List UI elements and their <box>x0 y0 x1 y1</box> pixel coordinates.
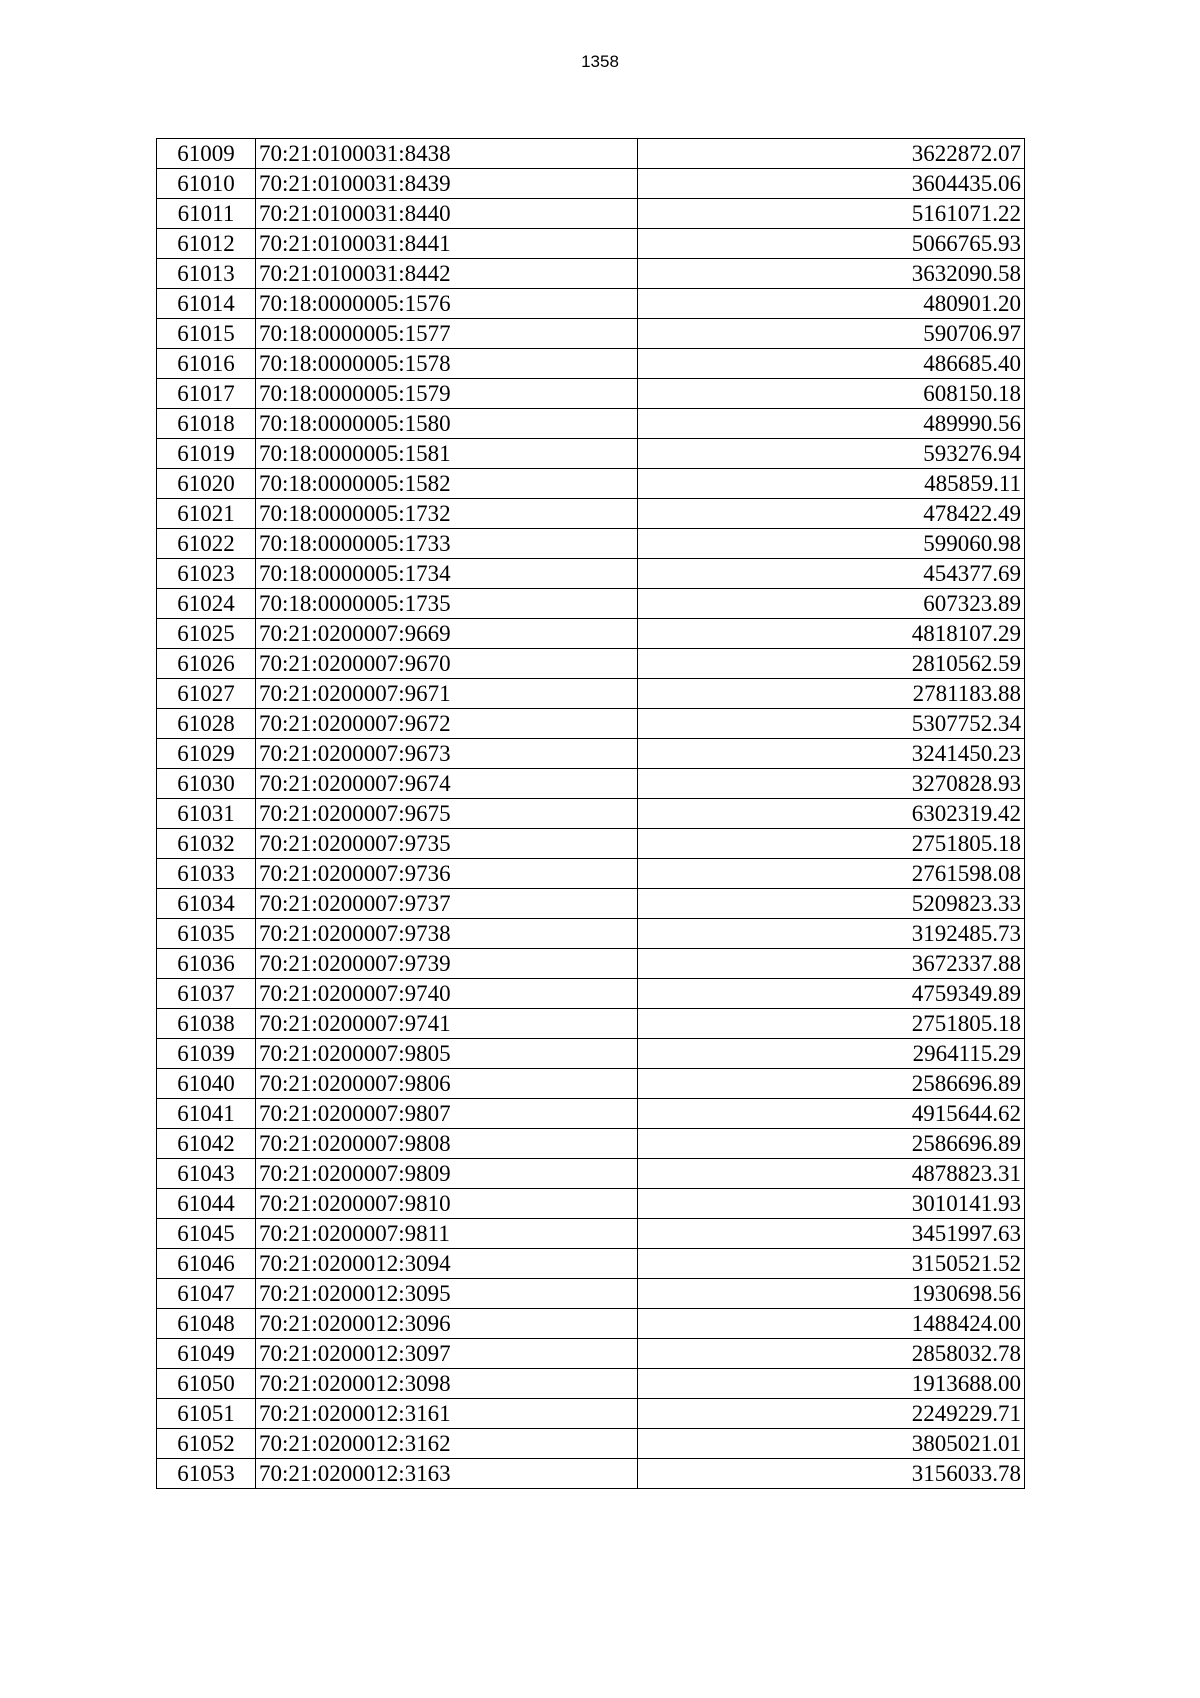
row-number-cell: 61049 <box>157 1339 256 1369</box>
cadastral-value-cell: 1913688.00 <box>638 1369 1025 1399</box>
cadastral-number-cell: 70:21:0200007:9805 <box>256 1039 638 1069</box>
cadastral-value-cell: 5066765.93 <box>638 229 1025 259</box>
table-row <box>157 799 1025 829</box>
table-row <box>157 289 1025 319</box>
row-number-cell: 61050 <box>157 1369 256 1399</box>
row-number-cell: 61020 <box>157 469 256 499</box>
table-row <box>157 559 1025 589</box>
cadastral-number-cell: 70:21:0200012:3096 <box>256 1309 638 1339</box>
cadastral-value-cell: 2858032.78 <box>638 1339 1025 1369</box>
row-number-cell: 61009 <box>157 139 256 169</box>
table-row <box>157 1009 1025 1039</box>
row-number-cell: 61014 <box>157 289 256 319</box>
row-number-cell: 61039 <box>157 1039 256 1069</box>
row-number-cell: 61043 <box>157 1159 256 1189</box>
cadastral-number-cell: 70:21:0200012:3094 <box>256 1249 638 1279</box>
table-row <box>157 679 1025 709</box>
table-row <box>157 649 1025 679</box>
table-row <box>157 1459 1025 1489</box>
row-number-cell: 61010 <box>157 169 256 199</box>
row-number-cell: 61017 <box>157 379 256 409</box>
table-row <box>157 829 1025 859</box>
cadastral-number-cell: 70:21:0100031:8441 <box>256 229 638 259</box>
row-number-cell: 61053 <box>157 1459 256 1489</box>
cadastral-number-cell: 70:21:0200007:9741 <box>256 1009 638 1039</box>
cadastral-number-cell: 70:21:0200012:3097 <box>256 1339 638 1369</box>
row-number-cell: 61042 <box>157 1129 256 1159</box>
row-number-cell: 61023 <box>157 559 256 589</box>
table-row <box>157 229 1025 259</box>
cadastral-value-cell: 608150.18 <box>638 379 1025 409</box>
table-row <box>157 1039 1025 1069</box>
row-number-cell: 61047 <box>157 1279 256 1309</box>
cadastral-number-cell: 70:18:0000005:1577 <box>256 319 638 349</box>
table-row <box>157 499 1025 529</box>
cadastral-number-cell: 70:21:0200007:9674 <box>256 769 638 799</box>
table-row <box>157 979 1025 1009</box>
cadastral-value-cell: 4759349.89 <box>638 979 1025 1009</box>
row-number-cell: 61033 <box>157 859 256 889</box>
cadastral-value-cell: 607323.89 <box>638 589 1025 619</box>
row-number-cell: 61038 <box>157 1009 256 1039</box>
row-number-cell: 61044 <box>157 1189 256 1219</box>
cadastral-value-cell: 593276.94 <box>638 439 1025 469</box>
cadastral-value-cell: 4818107.29 <box>638 619 1025 649</box>
table-body <box>157 139 1025 1489</box>
cadastral-value-cell: 478422.49 <box>638 499 1025 529</box>
cadastral-value-cell: 2586696.89 <box>638 1129 1025 1159</box>
cadastral-number-cell: 70:21:0200012:3162 <box>256 1429 638 1459</box>
cadastral-number-cell: 70:18:0000005:1733 <box>256 529 638 559</box>
cadastral-number-cell: 70:21:0200007:9669 <box>256 619 638 649</box>
cadastral-number-cell: 70:21:0100031:8438 <box>256 139 638 169</box>
row-number-cell: 61035 <box>157 919 256 949</box>
row-number-cell: 61013 <box>157 259 256 289</box>
cadastral-number-cell: 70:21:0200007:9808 <box>256 1129 638 1159</box>
row-number-cell: 61048 <box>157 1309 256 1339</box>
row-number-cell: 61012 <box>157 229 256 259</box>
cadastral-value-cell: 1488424.00 <box>638 1309 1025 1339</box>
cadastral-number-cell: 70:21:0200007:9673 <box>256 739 638 769</box>
table-row <box>157 1279 1025 1309</box>
cadastral-value-cell: 5209823.33 <box>638 889 1025 919</box>
cadastral-value-cell: 4878823.31 <box>638 1159 1025 1189</box>
cadastral-value-cell: 3150521.52 <box>638 1249 1025 1279</box>
cadastral-number-cell: 70:21:0200007:9675 <box>256 799 638 829</box>
table-row <box>157 1309 1025 1339</box>
table-row <box>157 529 1025 559</box>
cadastral-value-cell: 3156033.78 <box>638 1459 1025 1489</box>
cadastral-value-cell: 4915644.62 <box>638 1099 1025 1129</box>
cadastral-number-cell: 70:21:0200007:9736 <box>256 859 638 889</box>
table-row <box>157 199 1025 229</box>
cadastral-number-cell: 70:18:0000005:1734 <box>256 559 638 589</box>
table-row <box>157 589 1025 619</box>
row-number-cell: 61045 <box>157 1219 256 1249</box>
row-number-cell: 61032 <box>157 829 256 859</box>
table-row <box>157 709 1025 739</box>
cadastral-value-cell: 2761598.08 <box>638 859 1025 889</box>
table-row <box>157 739 1025 769</box>
cadastral-value-cell: 3632090.58 <box>638 259 1025 289</box>
row-number-cell: 61028 <box>157 709 256 739</box>
cadastral-number-cell: 70:21:0200007:9672 <box>256 709 638 739</box>
cadastral-value-cell: 590706.97 <box>638 319 1025 349</box>
table-row <box>157 1429 1025 1459</box>
table-row <box>157 139 1025 169</box>
row-number-cell: 61041 <box>157 1099 256 1129</box>
row-number-cell: 61030 <box>157 769 256 799</box>
table-row <box>157 1189 1025 1219</box>
row-number-cell: 61024 <box>157 589 256 619</box>
cadastral-number-cell: 70:21:0100031:8440 <box>256 199 638 229</box>
row-number-cell: 61022 <box>157 529 256 559</box>
table-row <box>157 469 1025 499</box>
row-number-cell: 61027 <box>157 679 256 709</box>
table-row <box>157 439 1025 469</box>
table-row <box>157 859 1025 889</box>
table-row <box>157 409 1025 439</box>
row-number-cell: 61031 <box>157 799 256 829</box>
cadastral-value-cell: 454377.69 <box>638 559 1025 589</box>
cadastral-value-cell: 2810562.59 <box>638 649 1025 679</box>
row-number-cell: 61034 <box>157 889 256 919</box>
cadastral-number-cell: 70:21:0200012:3098 <box>256 1369 638 1399</box>
cadastral-number-cell: 70:21:0200007:9807 <box>256 1099 638 1129</box>
table-row <box>157 1339 1025 1369</box>
cadastral-number-cell: 70:21:0200007:9671 <box>256 679 638 709</box>
cadastral-value-cell: 5307752.34 <box>638 709 1025 739</box>
cadastral-value-cell: 2781183.88 <box>638 679 1025 709</box>
table-row <box>157 349 1025 379</box>
table-row <box>157 169 1025 199</box>
cadastral-value-cell: 3805021.01 <box>638 1429 1025 1459</box>
row-number-cell: 61036 <box>157 949 256 979</box>
cadastral-number-cell: 70:21:0200007:9735 <box>256 829 638 859</box>
table-row <box>157 619 1025 649</box>
row-number-cell: 61011 <box>157 199 256 229</box>
cadastral-number-cell: 70:18:0000005:1582 <box>256 469 638 499</box>
cadastral-number-cell: 70:21:0200007:9737 <box>256 889 638 919</box>
table-row <box>157 1129 1025 1159</box>
table-row <box>157 1399 1025 1429</box>
cadastral-value-cell: 3622872.07 <box>638 139 1025 169</box>
row-number-cell: 61029 <box>157 739 256 769</box>
cadastral-number-cell: 70:18:0000005:1576 <box>256 289 638 319</box>
cadastral-value-cell: 480901.20 <box>638 289 1025 319</box>
cadastral-value-cell: 6302319.42 <box>638 799 1025 829</box>
cadastral-number-cell: 70:21:0100031:8442 <box>256 259 638 289</box>
cadastral-number-cell: 70:18:0000005:1579 <box>256 379 638 409</box>
table-row <box>157 1069 1025 1099</box>
row-number-cell: 61052 <box>157 1429 256 1459</box>
table-row <box>157 1219 1025 1249</box>
cadastral-number-cell: 70:21:0200007:9739 <box>256 949 638 979</box>
cadastral-value-cell: 599060.98 <box>638 529 1025 559</box>
table-row <box>157 1249 1025 1279</box>
row-number-cell: 61037 <box>157 979 256 1009</box>
table-row <box>157 379 1025 409</box>
cadastral-number-cell: 70:18:0000005:1735 <box>256 589 638 619</box>
cadastral-number-cell: 70:21:0200007:9810 <box>256 1189 638 1219</box>
row-number-cell: 61051 <box>157 1399 256 1429</box>
cadastral-number-cell: 70:18:0000005:1578 <box>256 349 638 379</box>
row-number-cell: 61016 <box>157 349 256 379</box>
table-row <box>157 919 1025 949</box>
cadastral-value-cell: 3451997.63 <box>638 1219 1025 1249</box>
page-number: 1358 <box>581 52 619 71</box>
cadastral-number-cell: 70:21:0200007:9806 <box>256 1069 638 1099</box>
table-row <box>157 1099 1025 1129</box>
row-number-cell: 61019 <box>157 439 256 469</box>
cadastral-number-cell: 70:21:0200007:9740 <box>256 979 638 1009</box>
cadastral-number-cell: 70:21:0200012:3095 <box>256 1279 638 1309</box>
cadastral-value-cell: 1930698.56 <box>638 1279 1025 1309</box>
table-row <box>157 259 1025 289</box>
cadastral-value-cell: 2586696.89 <box>638 1069 1025 1099</box>
cadastral-value-cell: 3270828.93 <box>638 769 1025 799</box>
table-row <box>157 769 1025 799</box>
cadastral-number-cell: 70:21:0100031:8439 <box>256 169 638 199</box>
row-number-cell: 61021 <box>157 499 256 529</box>
cadastral-value-table <box>156 138 1025 1489</box>
cadastral-value-cell: 2751805.18 <box>638 1009 1025 1039</box>
cadastral-number-cell: 70:21:0200007:9670 <box>256 649 638 679</box>
table-row <box>157 1369 1025 1399</box>
cadastral-number-cell: 70:21:0200007:9738 <box>256 919 638 949</box>
cadastral-number-cell: 70:21:0200007:9811 <box>256 1219 638 1249</box>
table-row <box>157 1159 1025 1189</box>
row-number-cell: 61015 <box>157 319 256 349</box>
cadastral-value-cell: 485859.11 <box>638 469 1025 499</box>
row-number-cell: 61046 <box>157 1249 256 1279</box>
cadastral-value-cell: 2751805.18 <box>638 829 1025 859</box>
table-row <box>157 889 1025 919</box>
cadastral-value-cell: 3672337.88 <box>638 949 1025 979</box>
cadastral-value-cell: 3192485.73 <box>638 919 1025 949</box>
row-number-cell: 61040 <box>157 1069 256 1099</box>
table-row <box>157 319 1025 349</box>
cadastral-value-cell: 2249229.71 <box>638 1399 1025 1429</box>
cadastral-number-cell: 70:18:0000005:1732 <box>256 499 638 529</box>
table-row <box>157 949 1025 979</box>
row-number-cell: 61025 <box>157 619 256 649</box>
cadastral-value-cell: 489990.56 <box>638 409 1025 439</box>
cadastral-number-cell: 70:21:0200012:3163 <box>256 1459 638 1489</box>
cadastral-value-cell: 3241450.23 <box>638 739 1025 769</box>
cadastral-value-cell: 3604435.06 <box>638 169 1025 199</box>
cadastral-number-cell: 70:21:0200012:3161 <box>256 1399 638 1429</box>
cadastral-number-cell: 70:18:0000005:1580 <box>256 409 638 439</box>
cadastral-value-cell: 3010141.93 <box>638 1189 1025 1219</box>
cadastral-number-cell: 70:21:0200007:9809 <box>256 1159 638 1189</box>
cadastral-value-cell: 2964115.29 <box>638 1039 1025 1069</box>
cadastral-value-cell: 5161071.22 <box>638 199 1025 229</box>
row-number-cell: 61026 <box>157 649 256 679</box>
cadastral-value-cell: 486685.40 <box>638 349 1025 379</box>
row-number-cell: 61018 <box>157 409 256 439</box>
cadastral-number-cell: 70:18:0000005:1581 <box>256 439 638 469</box>
